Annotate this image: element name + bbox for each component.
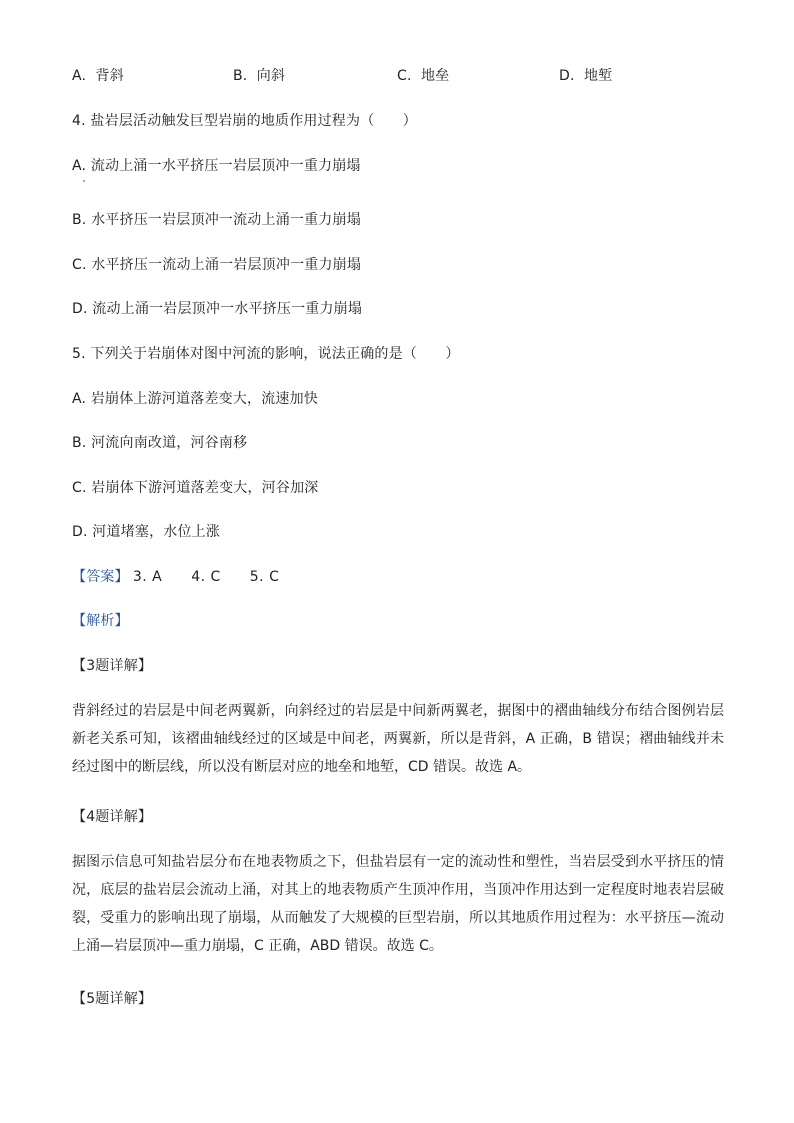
scan-mark (83, 180, 85, 182)
q3-option-a[interactable] (72, 66, 124, 86)
option-letter: A. (72, 68, 87, 84)
answer-value: 3. A 4. C 5. C (132, 569, 280, 585)
q4-stem: 4. 盐岩层活动触发巨型岩崩的地质作用过程为（ ） (72, 113, 418, 129)
q4-option-b[interactable]: B. 水平挤压一岩层顶冲一流动上涌一重力崩塌 (72, 212, 361, 228)
q3-option-b[interactable] (233, 66, 285, 86)
q5-option-b[interactable]: B. 河流向南改道，河谷南移 (72, 435, 248, 451)
option-text: 向斜 (256, 68, 286, 84)
option-letter: D. (559, 68, 575, 84)
detail5-heading: 【5题详解】 (72, 991, 153, 1007)
q4-option-c[interactable]: C. 水平挤压一流动上涌一岩层顶冲一重力崩塌 (72, 257, 362, 273)
q3-option-d[interactable] (559, 66, 612, 86)
q5-option-c[interactable]: C. 岩崩体下游河道落差变大，河谷加深 (72, 480, 319, 496)
q3-option-c[interactable] (397, 66, 449, 86)
q5-stem: 5. 下列关于岩崩体对图中河流的影响，说法正确的是（ ） (72, 346, 460, 362)
analysis-label: 【解析】 (72, 613, 129, 629)
answer-label: 【答案】 (72, 569, 129, 585)
q3-options-row (72, 66, 732, 86)
answer-line (72, 567, 279, 587)
q4-option-a[interactable]: A. 流动上涌一水平挤压一岩层顶冲一重力崩塌 (72, 158, 361, 174)
option-text: 地堑 (583, 68, 613, 84)
option-text: 地垒 (420, 68, 450, 84)
option-letter: B. (233, 68, 248, 84)
detail4-paragraph: 据图示信息可知盐岩层分布在地表物质之下，但盐岩层有一定的流动性和塑性，当岩层受到水平挤压的情况，底层的盐岩层会流动上涌，对其上的地表物质产生顶冲作用，当顶冲作用达到一定程度时地表岩层破裂，受重力的影响出现了崩塌，从而触发了大规模的巨型岩崩，所以其地质作用过程为：水平挤压—流动上涌—岩层顶冲—重力崩塌，C 正确，ABD 错误。故选 C。 (72, 854, 724, 954)
q4-option-d[interactable]: D. 流动上涌一岩层顶冲一水平挤压一重力崩塌 (72, 301, 363, 317)
option-letter: C. (397, 68, 412, 84)
q5-option-d[interactable]: D. 河道堵塞，水位上涨 (72, 524, 221, 540)
detail3-heading: 【3题详解】 (72, 658, 153, 674)
option-text: 背斜 (95, 68, 124, 84)
q5-option-a[interactable]: A. 岩崩体上游河道落差变大，流速加快 (72, 391, 319, 407)
detail4-heading: 【4题详解】 (72, 809, 153, 825)
detail3-paragraph: 背斜经过的岩层是中间老两翼新，向斜经过的岩层是中间新两翼老，据图中的褶曲轴线分布结合图例岩层新老关系可知，该褶曲轴线经过的区域是中间老，两翼新，所以是背斜，A 正确，B 错误；褶曲轴线并未经过图中的断层线，所以没有断层对应的地垒和地堑，CD 错误。故选 A。 (72, 703, 724, 775)
